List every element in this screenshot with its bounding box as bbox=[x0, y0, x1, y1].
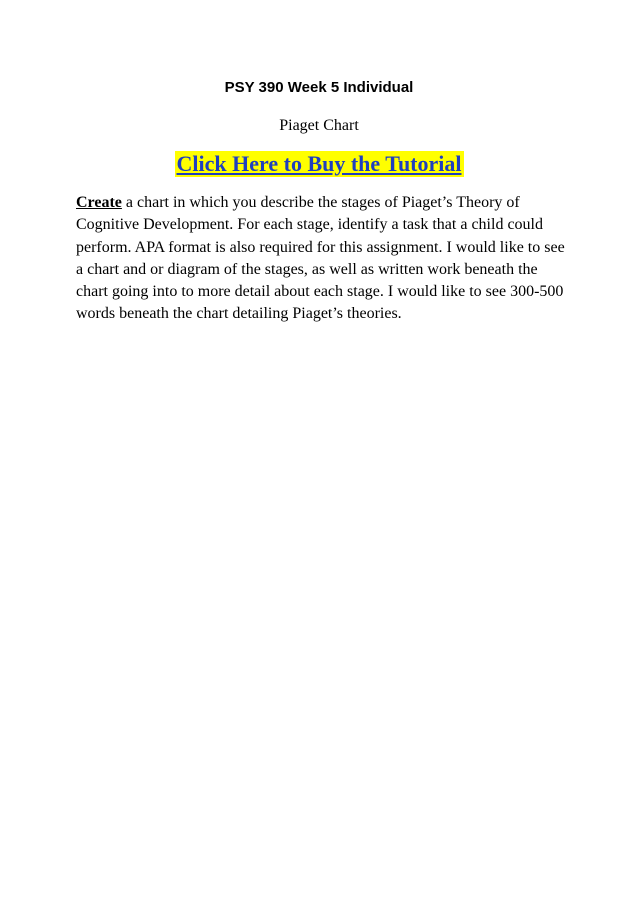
document-subtitle: Piaget Chart bbox=[279, 117, 359, 134]
body-lead-word: Create bbox=[76, 194, 122, 211]
body-text: a chart in which you describe the stages of Piaget’s Theory of Cognitive Development. For each stage, identify a task that a child could perform. APA format is also required for this assignment. I would like to see a chart and or diagram of the stages, as well as written work beneath the chart going into to more detail about each stage. I would like to see 300-500 words beneath the chart detailing Piaget’s theories. bbox=[76, 194, 565, 323]
course-title: PSY 390 Week 5 Individual bbox=[224, 79, 414, 96]
buy-tutorial-link[interactable]: Click Here to Buy the Tutorial bbox=[176, 151, 462, 176]
cta-container bbox=[0, 151, 638, 177]
assignment-description bbox=[76, 192, 568, 326]
